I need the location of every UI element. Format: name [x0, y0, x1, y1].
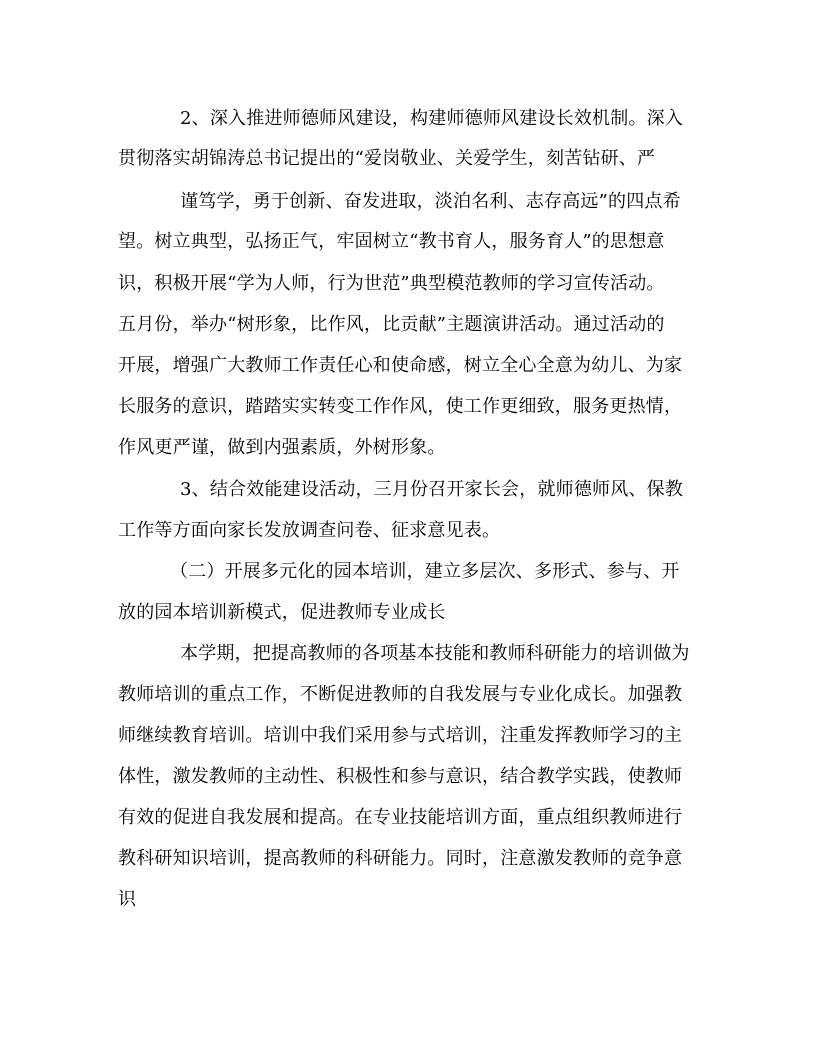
text-line: 五月份，举办“树形象，比作风，比贡献”主题演讲活动。通过活动的: [118, 314, 665, 335]
text-line: 2、深入推进师德师风建设，构建师德师风建设长效机制。深入: [180, 108, 684, 129]
text-line: 识: [118, 889, 137, 910]
text-line: 教科研知识培训，提高教师的科研能力。同时，注意激发教师的竞争意: [118, 848, 683, 869]
text-line: 体性，激发教师的主动性、积极性和参与意识，结合教学实践，使教师: [118, 766, 683, 787]
text-line: 师继续教育培训。培训中我们采用参与式培训，注重发挥教师学习的主: [118, 725, 683, 746]
text-line: 谨笃学，勇于创新、奋发进取，淡泊名利、志存高远”的四点希: [180, 191, 681, 212]
text-line: 有效的促进自我发展和提高。在专业技能培训方面，重点组织教师进行: [118, 807, 683, 828]
text-line: 识，积极开展“学为人师，行为世范”典型模范教师的学习宣传活动。: [118, 273, 665, 294]
text-line: （二）开展多元化的园本培训，建立多层次、多形式、参与、开: [170, 561, 680, 582]
text-line: 本学期，把提高教师的各项基本技能和教师科研能力的培训做为: [180, 643, 690, 664]
text-line: 3、结合效能建设活动，三月份召开家长会，就师德师风、保教: [180, 479, 684, 500]
text-line: 工作等方面向家长发放调查问卷、征求意见表。: [118, 520, 501, 541]
text-line: 贯彻落实胡锦涛总书记提出的“爱岗敬业、关爱学生，刻苦钻研、严: [118, 148, 656, 169]
text-line: 开展，增强广大教师工作责任心和使命感，树立全心全意为幼儿、为家: [118, 355, 683, 376]
text-line: 长服务的意识，踏踏实实转变工作作风，使工作更细致，服务更热情，: [118, 396, 683, 417]
text-line: 望。树立典型，弘扬正气，牢固树立“教书育人，服务育人”的思想意: [118, 231, 665, 252]
text-line: 放的园本培训新模式，促进教师专业成长: [118, 602, 446, 623]
text-line: 教师培训的重点工作，不断促进教师的自我发展与专业化成长。加强教: [118, 684, 683, 705]
text-line: 作风更严谨，做到内强素质，外树形象。: [118, 437, 446, 458]
